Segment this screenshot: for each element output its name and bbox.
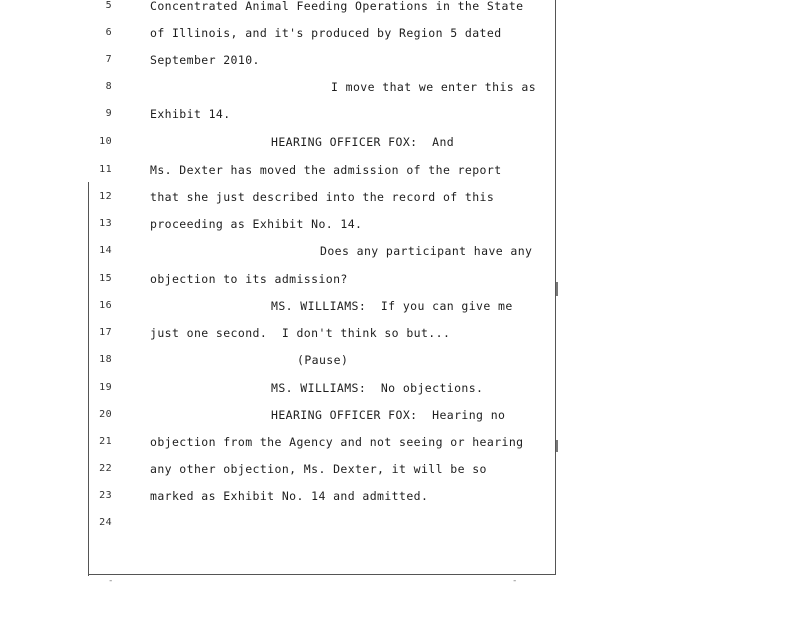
line-text: I move that we enter this as [331,80,537,94]
transcript-line [0,350,800,370]
line-text: any other objection, Ms. Dexter, it will be so [150,462,487,476]
line-text: marked as Exhibit No. 14 and admitted. [150,489,429,503]
transcript-line [0,160,800,180]
transcript-line [0,378,800,398]
line-number: 12 [99,191,112,202]
line-number: 13 [99,218,112,229]
line-text: that she just described into the record of this [150,190,495,204]
transcript-line [0,513,800,533]
scan-artifact: - [108,576,114,586]
line-number: 10 [99,136,112,147]
line-number: 19 [99,382,112,393]
line-number: 9 [105,108,112,119]
line-text: Ms. Dexter has moved the admission of the report [150,163,502,177]
line-number: 15 [99,273,112,284]
line-text: objection from the Agency and not seeing or hearing [150,435,524,449]
line-number: 24 [99,517,112,528]
line-number: 16 [99,300,112,311]
transcript-line [0,23,800,43]
line-text: Exhibit 14. [150,107,231,121]
transcript-line [0,77,800,97]
transcript-line [0,132,800,152]
transcript-line [0,486,800,506]
line-text: Does any participant have any [320,244,533,258]
transcript-line [0,187,800,207]
line-number: 23 [99,490,112,501]
transcript-line [0,241,800,261]
transcript-line [0,0,800,16]
line-text: (Pause) [297,353,349,367]
transcript-line [0,214,800,234]
transcript-line [0,323,800,343]
transcript-line [0,269,800,289]
line-text: proceeding as Exhibit No. 14. [150,217,363,231]
line-number: 14 [99,245,112,256]
line-text: of Illinois, and it's produced by Region 5 dated [150,26,502,40]
line-text: just one second. I don't think so but... [150,326,451,340]
line-text: objection to its admission? [150,272,348,286]
line-number: 22 [99,463,112,474]
line-number: 7 [105,54,112,65]
line-number: 6 [105,27,112,38]
line-number: 20 [99,409,112,420]
line-text: HEARING OFFICER FOX: Hearing no [271,408,506,422]
transcript-line [0,405,800,425]
line-number: 8 [105,81,112,92]
transcript-line [0,459,800,479]
line-number: 5 [105,0,112,11]
line-text: MS. WILLIAMS: No objections. [271,381,484,395]
line-text: September 2010. [150,53,260,67]
transcript-line [0,296,800,316]
transcript-line [0,104,800,124]
line-text: HEARING OFFICER FOX: And [271,135,455,149]
line-number: 11 [99,164,112,175]
scan-artifact: - [512,576,518,586]
line-text: MS. WILLIAMS: If you can give me [271,299,513,313]
transcript-line [0,50,800,70]
transcript-line [0,432,800,452]
line-number: 18 [99,354,112,365]
line-number: 21 [99,436,112,447]
line-number: 17 [99,327,112,338]
line-text: Concentrated Animal Feeding Operations in the State [150,0,524,13]
